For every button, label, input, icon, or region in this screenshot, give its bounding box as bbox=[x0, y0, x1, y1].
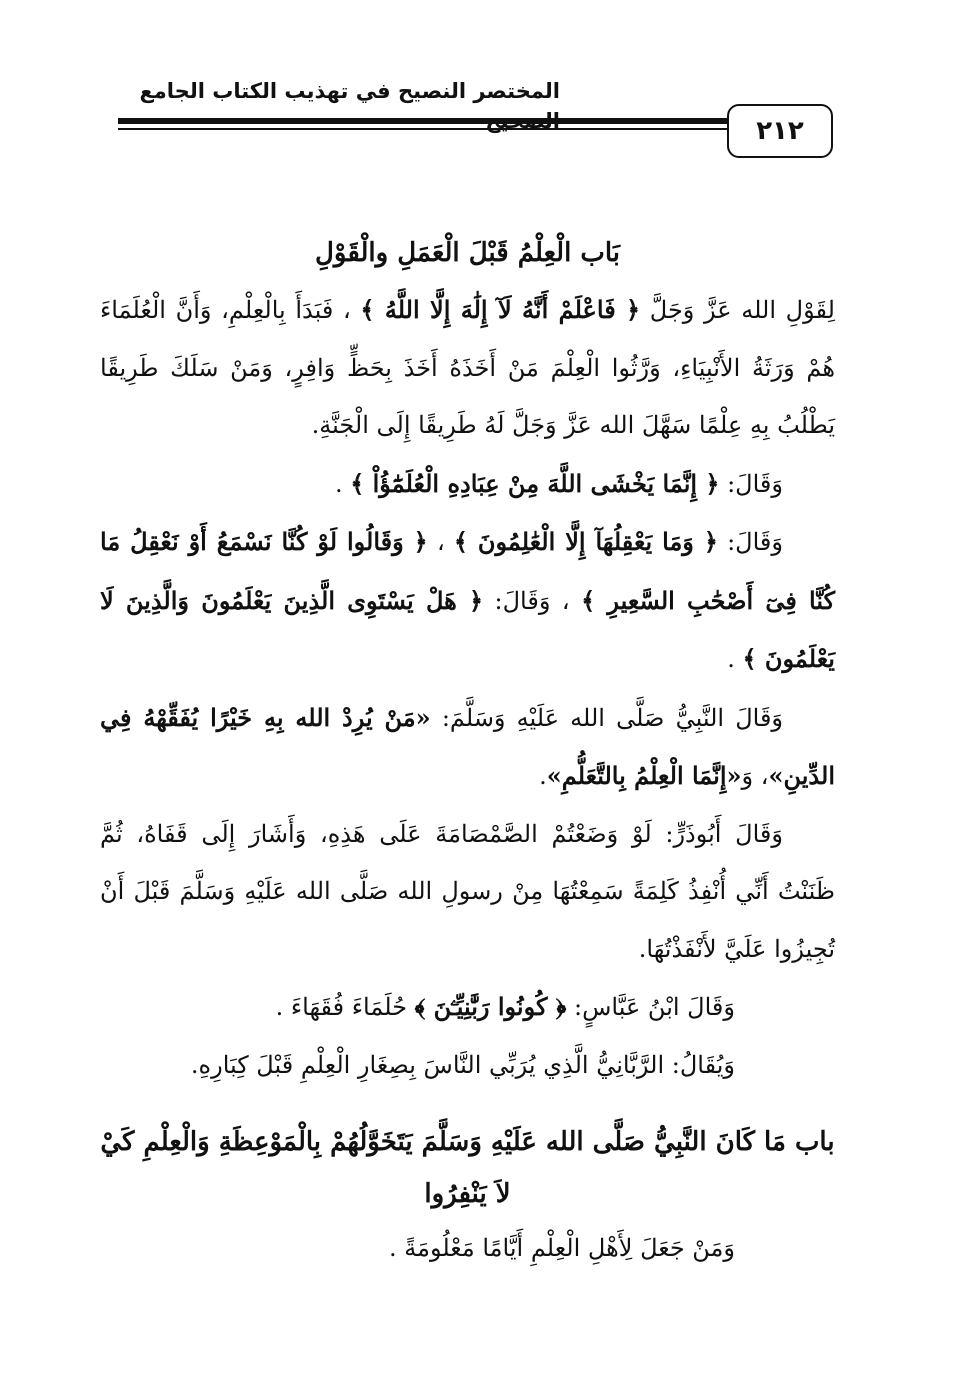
text-run: ، فَبَدَأَ بِالْعِلْمِ، وَأَنَّ الْعُلَمَاءَ هُمْ وَرَثَةُ الأَنْبِيَاءِ، وَرَّثُوا الْعِلْمَ مَنْ أَخَذَهُ أَخَذَ بِحَظٍّ وَافِرٍ، وَمَنْ سَلَكَ طَرِيقًا يَطْلُبُ بِهِ عِلْمًا سَهَّلَ الله عَزَّ وَجَلَّ لَهُ طَرِيقًا إِلَى الْجَنَّةِ. bbox=[100, 296, 835, 439]
text-run: لِقَوْلِ الله عَزَّ وَجَلَّ bbox=[649, 296, 835, 324]
page-number-box bbox=[727, 104, 833, 158]
header-rule-thin bbox=[118, 128, 730, 130]
paragraph: وَيُقَالُ: الرَّبَّانِيُّ الَّذِي يُرَبِّي النَّاسَ بِصِغَارِ الْعِلْمِ قَبْلَ كِبَارِهِ. bbox=[190, 1050, 735, 1079]
quran-verse: ﴿ فَاعْلَمْ أَنَّهُ لَآ إِلَٰهَ إِلَّا اللَّهُ ﴾ bbox=[360, 295, 641, 324]
text-run: . bbox=[334, 469, 343, 498]
paragraph bbox=[100, 689, 835, 806]
quran-verse: ﴿ وَقَالُوا لَوْ كُنَّا نَسْمَعُ أَوْ نَعْقِلُ مَا كُنَّا فِىٓ أَصْحَٰبِ السَّعِيرِ ﴾ bbox=[100, 527, 836, 615]
section-title: باب مَا كَانَ النَّبِيُّ صَلَّى الله عَلَيْهِ وَسَلَّمَ يَتَخَوَّلُهُمْ بِالْمَوْعِظَةِ وَالْعِلْمِ كَيْ لاَ يَنْفِرُوا bbox=[100, 1127, 835, 1209]
section-title: بَاب الْعِلْمُ قَبْلَ الْعَمَلِ والْقَوْلِ bbox=[315, 238, 620, 268]
text-run: وَقَالَ: bbox=[727, 469, 783, 498]
text-run: ، وَ bbox=[741, 762, 769, 790]
section-knowledge-before-action bbox=[100, 225, 835, 1094]
section-admonition bbox=[100, 1116, 835, 1278]
quran-verse: ﴿ إِنَّمَا يَخْشَى اللَّهَ مِنْ عِبَادِهِ الْعُلَمَٰٓؤُاْ ﴾ bbox=[350, 468, 720, 498]
text-run: ، وَقَالَ: bbox=[494, 586, 570, 615]
page-number: ٢١٢ bbox=[756, 116, 804, 146]
paragraph bbox=[100, 978, 835, 1037]
hadith-quote: «مَنْ يُرِدْ الله بِهِ خَيْرًا يُفَقِّهْهُ فِي الدِّينِ» bbox=[100, 702, 835, 790]
text-run: حُلَمَاءَ فُقَهَاءَ . bbox=[275, 993, 408, 1021]
text-run: وَقَالَ ابْنُ عَبَّاسٍ: bbox=[574, 993, 735, 1021]
paragraph bbox=[100, 513, 835, 689]
quran-verse: ﴿ كُونُوا رَبَّٰنِيِّـۧنَ ﴾ bbox=[414, 992, 567, 1021]
running-title: المختصر النصيح في تهذيب الكتاب الجامع bbox=[139, 79, 560, 103]
page-body bbox=[100, 225, 835, 1278]
quran-verse: ﴿ هَلْ يَسْتَوِى الَّذِينَ يَعْلَمُونَ وَالَّذِينَ لَا يَعْلَمُونَ ﴾ bbox=[100, 585, 835, 673]
text-run: ، bbox=[436, 528, 445, 556]
quran-verse: ﴿ وَمَا يَعْقِلُهَآ إِلَّا الْعَٰلِمُونَ ﴾ bbox=[453, 527, 718, 556]
text-run: وَقَالَ النَّبِيُّ صَلَّى الله عَلَيْهِ وَسَلَّمَ: bbox=[441, 703, 784, 732]
header-rule-thick bbox=[118, 118, 730, 124]
paragraph bbox=[100, 281, 835, 455]
text-run: . bbox=[727, 645, 735, 673]
paragraph: وَمَنْ جَعَلَ لِأَهْلِ الْعِلْمِ أَيَّامًا مَعْلُومَةً . bbox=[388, 1234, 735, 1262]
hadith-quote: «إِنَّمَا الْعِلْمُ بِالتَّعَلُّمِ» bbox=[546, 761, 742, 790]
paragraph bbox=[100, 455, 835, 514]
text-run: وَقَالَ: bbox=[727, 528, 783, 556]
paragraph: وَقَالَ أَبُوذَرٍّ: لَوْ وَضَعْتُمْ الصَّمْصَامَةَ عَلَى هَذِهِ، وَأَشَارَ إِلَى قَفَاهُ، ثُمَّ ظَنَنْتُ أَنِّي أُنْفِذُ كَلِمَةً سَمِعْتُهَا مِنْ رسولِ الله صَلَّى الله عَلَيْهِ وَسَلَّمَ قَبْلَ أَنْ تُجِيزُوا عَلَيَّ لأَنْفَذْتُهَا. bbox=[100, 819, 835, 963]
text-run: . bbox=[539, 762, 547, 790]
